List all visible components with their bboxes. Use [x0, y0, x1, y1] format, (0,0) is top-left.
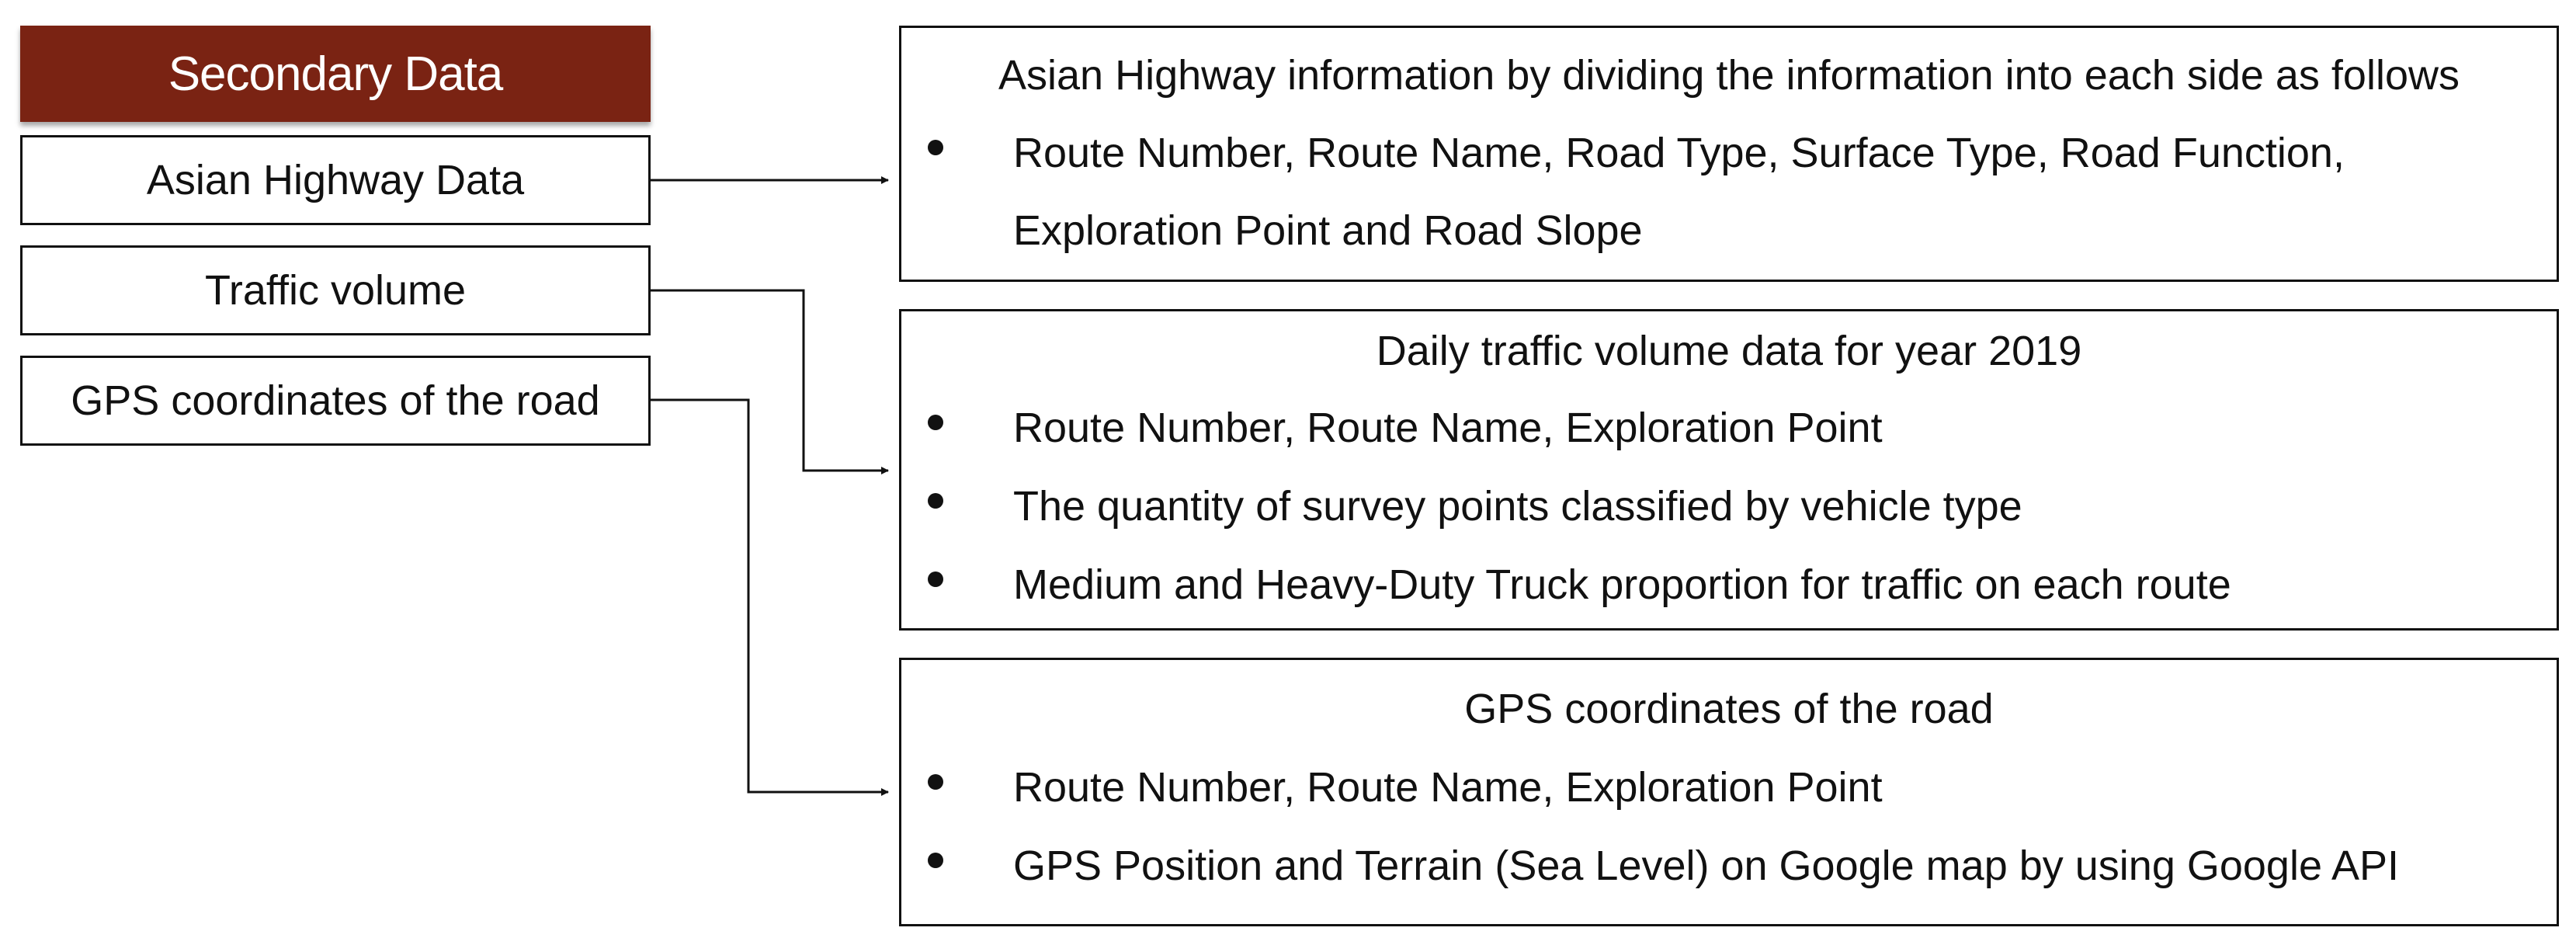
detail-title-gps-coordinates: GPS coordinates of the road: [1464, 686, 1994, 732]
detail-title-traffic-volume: Daily traffic volume data for year 2019: [1376, 328, 2082, 374]
detail-bullet-text: The quantity of survey points classified by vehicle type: [1013, 483, 2022, 530]
source-label-traffic-volume: Traffic volume: [204, 267, 467, 314]
bullet-icon: [928, 572, 943, 587]
bullet-icon: [928, 415, 943, 430]
detail-box-traffic-volume: [899, 309, 2559, 631]
detail-box-asian-highway: [899, 26, 2559, 282]
bullet-icon: [928, 774, 943, 790]
bullet-icon: [928, 853, 943, 868]
bullet-icon: [928, 140, 943, 155]
bullet-icon: [928, 493, 943, 509]
detail-box-gps-coordinates: [899, 658, 2559, 926]
arrow-traffic-volume: [651, 290, 888, 471]
detail-bullet-text: Route Number, Route Name, Road Type, Surface Type, Road Function,: [1013, 130, 2345, 176]
detail-bullet-text: Medium and Heavy-Duty Truck proportion for traffic on each route: [1013, 561, 2231, 608]
source-label-gps-coordinates: GPS coordinates of the road: [71, 377, 600, 424]
arrow-gps-coordinates: [651, 400, 888, 792]
detail-bullet-text: GPS Position and Terrain (Sea Level) on Google map by using Google API: [1013, 843, 2400, 889]
detail-bullet-text: Route Number, Route Name, Exploration Point: [1013, 405, 1883, 451]
source-label-asian-highway: Asian Highway Data: [146, 157, 525, 203]
detail-bullet-continuation: Exploration Point and Road Slope: [1013, 207, 1643, 254]
secondary-data-title: Secondary Data: [168, 47, 503, 101]
detail-bullet-text: Route Number, Route Name, Exploration Point: [1013, 764, 1883, 811]
detail-title-asian-highway: Asian Highway information by dividing the information into each side as follows: [998, 52, 2460, 99]
